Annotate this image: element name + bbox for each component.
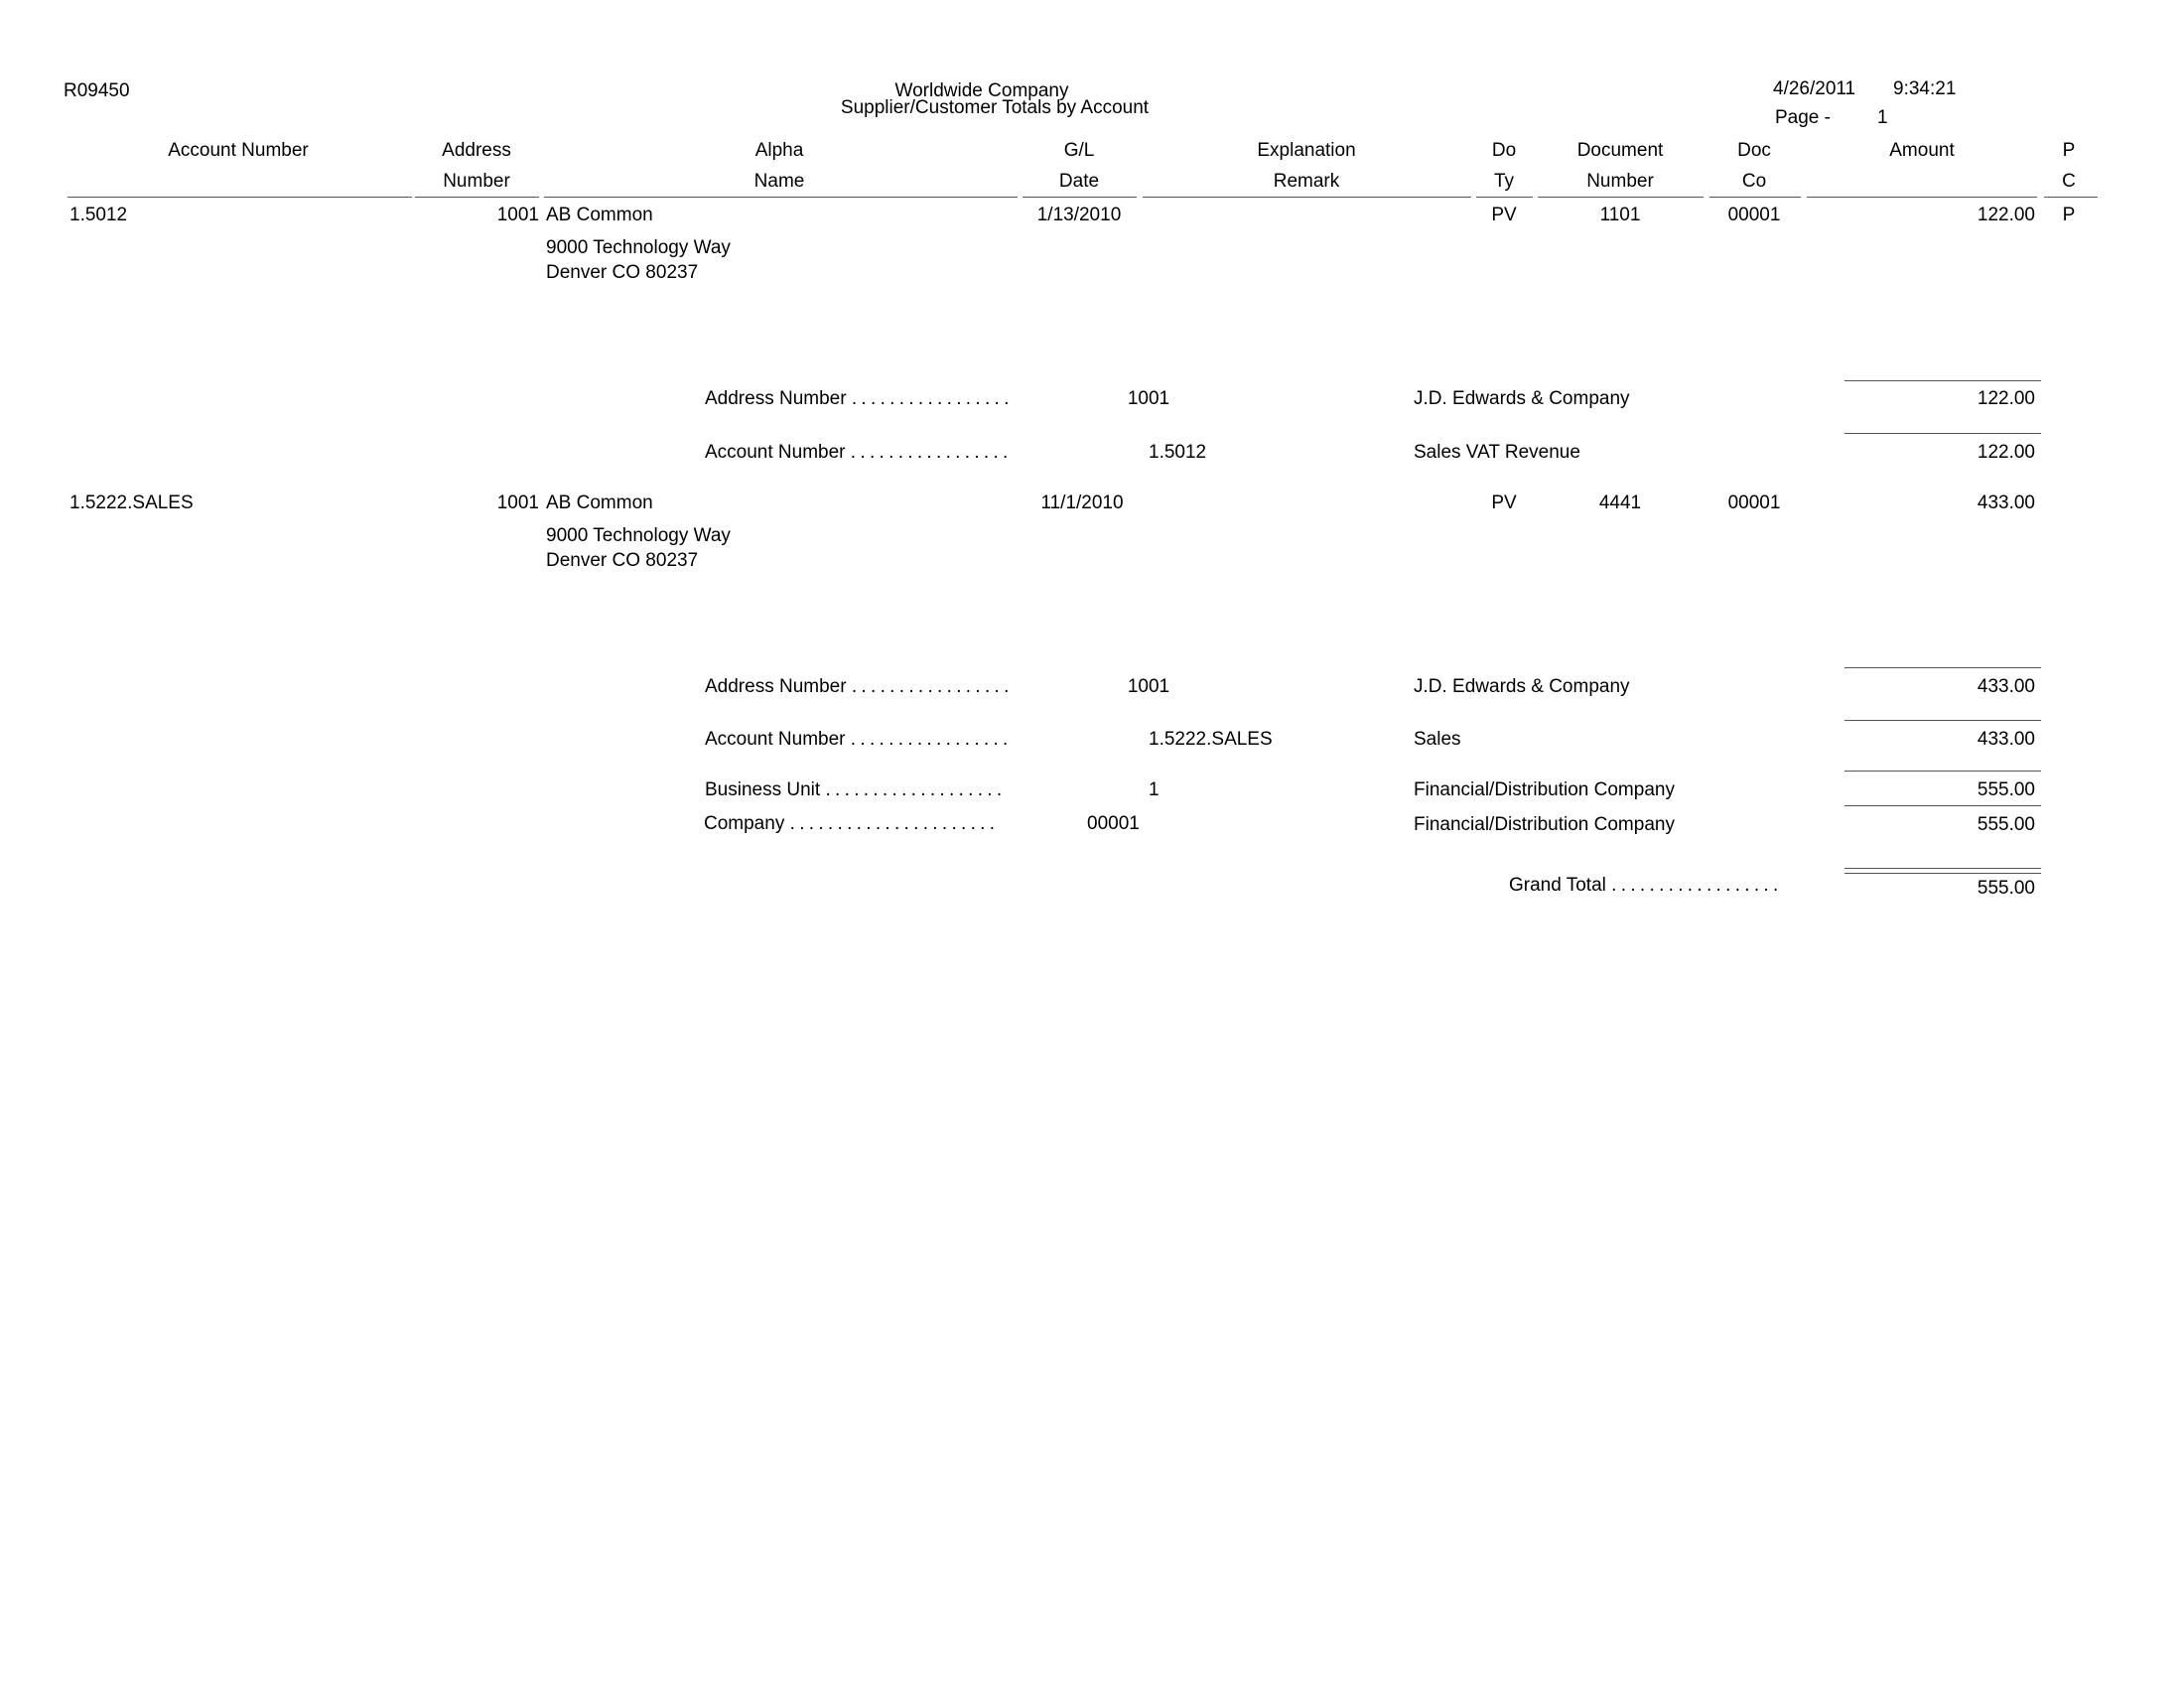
doc-number: 1101	[1599, 205, 1641, 225]
col-alpha-1: Alpha	[754, 140, 804, 161]
subtotal-value: 1.5012	[1149, 442, 1207, 463]
subtotal-amount: 433.00	[1977, 729, 2035, 750]
subtotal-value: 1.5222.SALES	[1149, 729, 1273, 750]
subtotal-description: Sales	[1414, 729, 1461, 750]
col-alpha-2: Name	[753, 171, 805, 192]
grand-total-amount: 555.00	[1977, 878, 2035, 899]
total-value: 1	[1149, 779, 1160, 800]
doc-type: PV	[1491, 492, 1517, 513]
account-number: 1.5012	[69, 205, 128, 225]
subtotal-rule	[1844, 720, 2041, 721]
total-description: Financial/Distribution Company	[1414, 779, 1675, 800]
doc-type: PV	[1491, 205, 1517, 225]
total-label: Company ......................	[704, 813, 1000, 834]
col-explanation-1: Explanation	[1257, 140, 1356, 161]
col-document-2: Number	[1586, 171, 1654, 192]
header-rule	[1143, 197, 1471, 198]
subtotal-label: Account Number .................	[705, 729, 1013, 750]
total-amount: 555.00	[1977, 814, 2035, 835]
address-number: 1001	[496, 492, 539, 513]
amount: 433.00	[1977, 492, 2035, 513]
page-number: 1	[1877, 107, 1888, 128]
subtotal-description: J.D. Edwards & Company	[1414, 388, 1630, 409]
header-rule	[1807, 197, 2037, 198]
address-line-2: Denver CO 80237	[546, 550, 699, 571]
subtotal-amount: 122.00	[1977, 442, 2035, 463]
col-pc-2: C	[2062, 171, 2076, 192]
address-line-1: 9000 Technology Way	[546, 525, 731, 546]
total-label: Business Unit ...................	[705, 779, 1007, 800]
subtotal-rule	[1844, 433, 2041, 434]
subtotal-label: Account Number .................	[705, 442, 1013, 463]
grand-total-rule	[1844, 873, 2041, 874]
col-address-2: Number	[443, 171, 510, 192]
total-value: 00001	[1087, 813, 1140, 834]
subtotal-description: Sales VAT Revenue	[1414, 442, 1580, 463]
doc-company: 00001	[1727, 492, 1781, 513]
page-label: Page -	[1775, 107, 1831, 128]
alpha-name: AB Common	[546, 492, 653, 513]
gl-date: 11/1/2010	[1040, 492, 1124, 513]
subtotal-amount: 433.00	[1977, 676, 2035, 697]
address-line-2: Denver CO 80237	[546, 262, 699, 283]
gl-date: 1/13/2010	[1036, 205, 1122, 225]
report-title: Supplier/Customer Totals by Account	[840, 97, 1150, 118]
subtotal-amount: 122.00	[1977, 388, 2035, 409]
col-explanation-2: Remark	[1273, 171, 1340, 192]
col-doc-co-1: Doc	[1737, 140, 1771, 161]
grand-total-rule	[1844, 868, 2041, 869]
col-account-number: Account Number	[168, 140, 309, 161]
header-rule	[1709, 197, 1801, 198]
subtotal-description: J.D. Edwards & Company	[1414, 676, 1630, 697]
report-time: 9:34:21	[1893, 78, 1957, 99]
address-line-1: 9000 Technology Way	[546, 237, 731, 258]
doc-number: 4441	[1598, 492, 1642, 513]
amount: 122.00	[1977, 205, 2035, 225]
company-title: Worldwide Company	[894, 80, 1069, 101]
subtotal-value: 1001	[1127, 388, 1170, 409]
pc-flag: P	[2062, 205, 2076, 225]
col-gl-1: G/L	[1063, 140, 1095, 161]
col-doc-type-1: Do	[1491, 140, 1517, 161]
col-address-1: Address	[442, 140, 511, 161]
alpha-name: AB Common	[546, 205, 653, 225]
subtotal-label: Address Number .................	[705, 676, 1014, 697]
header-rule	[1538, 197, 1704, 198]
col-document-1: Document	[1576, 140, 1664, 161]
col-amount: Amount	[1889, 140, 1955, 161]
total-rule	[1844, 805, 2041, 806]
header-rule	[2044, 197, 2098, 198]
report-date: 4/26/2011	[1773, 78, 1856, 99]
header-rule	[415, 197, 539, 198]
address-number: 1001	[496, 205, 539, 225]
col-pc-1: P	[2062, 140, 2076, 161]
col-doc-co-2: Co	[1741, 171, 1767, 192]
header-rule	[544, 197, 1018, 198]
account-number: 1.5222.SALES	[69, 492, 194, 513]
report-id: R09450	[64, 80, 130, 101]
total-description: Financial/Distribution Company	[1414, 814, 1675, 835]
grand-total-label: Grand Total ..................	[1509, 875, 1783, 896]
header-rule	[1023, 197, 1137, 198]
total-rule	[1844, 771, 2041, 772]
subtotal-rule	[1844, 380, 2041, 381]
total-amount: 555.00	[1977, 779, 2035, 800]
header-rule	[68, 197, 412, 198]
header-rule	[1476, 197, 1533, 198]
subtotal-rule	[1844, 667, 2041, 668]
doc-company: 00001	[1727, 205, 1781, 225]
col-gl-2: Date	[1058, 171, 1100, 192]
subtotal-value: 1001	[1127, 676, 1170, 697]
col-doc-type-2: Ty	[1493, 171, 1515, 192]
subtotal-label: Address Number .................	[705, 388, 1014, 409]
